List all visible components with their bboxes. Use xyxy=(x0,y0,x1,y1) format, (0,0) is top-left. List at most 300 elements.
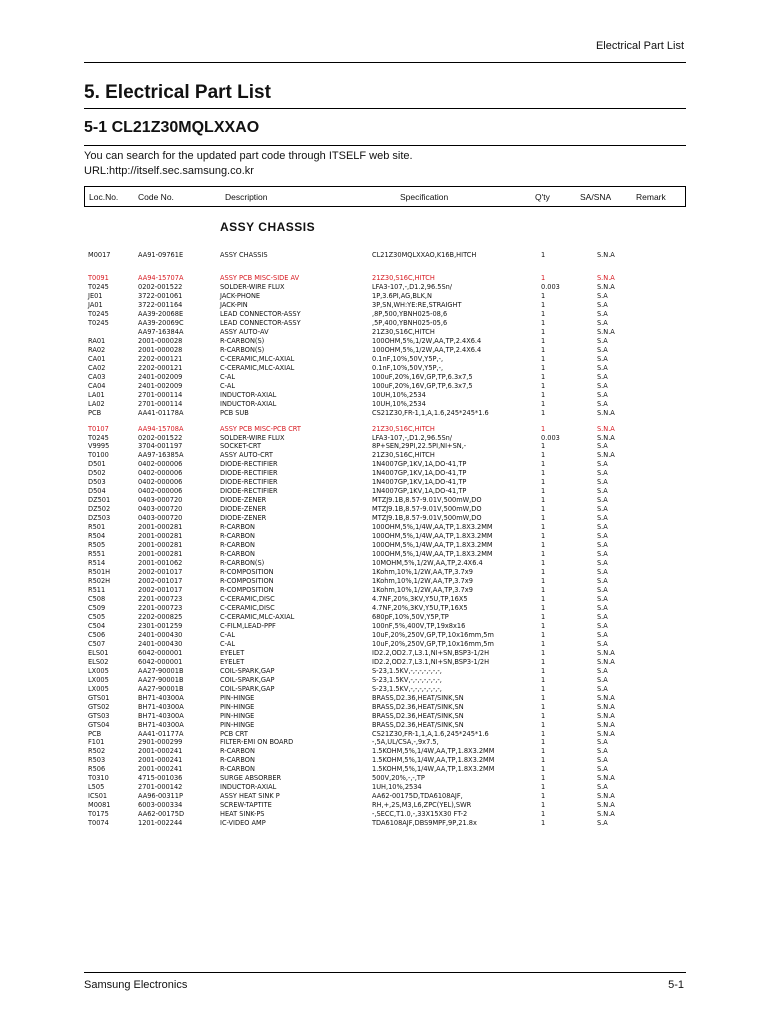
cell-sa: S.N.A xyxy=(597,711,615,720)
cell-code: 2001-000241 xyxy=(138,756,183,765)
cell-sa: S.N.A xyxy=(597,801,615,810)
cell-code: 2202-000825 xyxy=(138,612,183,621)
table-row xyxy=(88,747,688,756)
table-row xyxy=(88,676,688,685)
cell-loc: D504 xyxy=(88,487,106,496)
table-row xyxy=(88,346,688,355)
cell-sa: S.N.A xyxy=(597,424,615,433)
table-row xyxy=(88,442,688,451)
cell-spec: 1Kohm,10%,1/2W,AA,TP,3.7x9 xyxy=(372,568,473,576)
cell-desc: DIODE-RECTIFIER xyxy=(220,487,278,496)
cell-sa: S.N.A xyxy=(597,648,615,657)
col-sa: SA/SNA xyxy=(580,192,612,202)
cell-qty: 1 xyxy=(541,630,546,639)
cell-qty: 1 xyxy=(541,550,546,559)
table-row xyxy=(88,310,688,319)
cell-sa: S.A xyxy=(597,747,608,756)
table-row xyxy=(88,703,688,712)
cell-spec: 100OHM,5%,1/4W,AA,TP,1.8X3.2MM xyxy=(372,532,493,541)
cell-loc: CA02 xyxy=(88,363,106,372)
cell-loc: R505 xyxy=(88,541,106,550)
cell-code: AA96-00311P xyxy=(138,792,183,801)
cell-spec: CS21Z30,FR-1,1,A,1.6,245*245*1.6 xyxy=(372,729,489,738)
cell-sa: S.A xyxy=(597,630,608,639)
cell-code: 3722-001061 xyxy=(138,291,183,300)
table-row xyxy=(88,801,688,810)
cell-spec: ID2.2,OD2.7,L3.1,NI+SN,BSP3-1/2H xyxy=(372,648,490,657)
cell-sa: S.A xyxy=(597,532,608,541)
cell-code: 2001-000241 xyxy=(138,747,183,756)
table-row xyxy=(88,274,688,283)
cell-desc: COIL-SPARK,GAP xyxy=(220,666,275,675)
cell-desc: SOCKET-CRT xyxy=(220,442,262,451)
cell-sa: S.A xyxy=(597,460,608,469)
cell-desc: IC-VIDEO AMP xyxy=(220,819,266,828)
cell-sa: S.A xyxy=(597,363,608,372)
cell-loc: DZ502 xyxy=(88,505,111,514)
cell-loc: R551 xyxy=(88,550,106,559)
cell-sa: S.A xyxy=(597,612,608,621)
cell-code: 0202-001522 xyxy=(138,433,183,442)
cell-desc: R-CARBON xyxy=(220,541,255,550)
cell-spec: 100OHM,5%,1/2W,AA,TP,2.4X6.4 xyxy=(372,345,482,354)
cell-desc: R-COMPOSITION xyxy=(220,586,274,594)
table-row xyxy=(88,586,688,595)
cell-loc: R501 xyxy=(88,523,106,532)
cell-loc: L505 xyxy=(88,783,105,792)
cell-desc: COIL-SPARK,GAP xyxy=(220,684,275,693)
cell-code: 0202-001522 xyxy=(138,282,183,291)
cell-code: 2001-000028 xyxy=(138,336,183,345)
cell-code: 2001-000241 xyxy=(138,765,183,774)
table-row xyxy=(88,434,688,443)
cell-qty: 1 xyxy=(541,381,546,390)
cell-loc: JA01 xyxy=(88,300,103,309)
table-row xyxy=(88,541,688,550)
table-row xyxy=(88,604,688,613)
cell-loc: T0107 xyxy=(88,424,109,433)
cell-desc: ASSY PCB MISC-PCB CRT xyxy=(220,424,301,433)
cell-qty: 1 xyxy=(541,309,546,318)
cell-spec: BRASS,D2.36,HEAT/SINK,SN xyxy=(372,720,464,729)
cell-qty: 1 xyxy=(541,451,546,460)
cell-sa: S.A xyxy=(597,675,608,684)
table-row xyxy=(88,328,688,337)
cell-code: 2701-000114 xyxy=(138,390,183,399)
cell-loc: DZ501 xyxy=(88,496,111,505)
cell-loc: R502H xyxy=(88,577,111,585)
cell-desc: R-CARBON xyxy=(220,523,255,532)
cell-code: 2001-000281 xyxy=(138,532,183,541)
cell-loc: T0100 xyxy=(88,451,109,460)
cell-spec: 100nF,5%,400V,TP,19x8x16 xyxy=(372,621,466,630)
cell-qty: 0.003 xyxy=(541,282,560,291)
header-rule xyxy=(84,62,686,63)
cell-qty: 1 xyxy=(541,675,546,684)
cell-qty: 1 xyxy=(541,702,546,711)
cell-spec: S-23,1.5KV,-,-,-,-,-,-,-, xyxy=(372,675,442,684)
cell-loc: T0074 xyxy=(88,819,109,828)
cell-loc: R504 xyxy=(88,532,106,541)
table-row xyxy=(88,382,688,391)
cell-code: AA41-01177A xyxy=(138,729,184,738)
cell-loc: GTS02 xyxy=(88,702,110,711)
cell-sa: S.N.A xyxy=(597,282,615,291)
cell-desc: R-CARBON(S) xyxy=(220,559,265,567)
cell-code: 2401-002009 xyxy=(138,372,183,381)
cell-loc: C508 xyxy=(88,594,106,603)
cell-code: 2901-000299 xyxy=(138,738,183,747)
cell-spec: 1Kohm,10%,1/2W,AA,TP,3.7x9 xyxy=(372,586,473,594)
cell-loc: CA03 xyxy=(88,372,106,381)
cell-qty: 1 xyxy=(541,801,546,810)
cell-sa: S.A xyxy=(597,594,608,603)
cell-spec: ID2.2,OD2.7,L3.1,NI+SN,BSP3-1/2H xyxy=(372,657,490,666)
table-row xyxy=(88,319,688,328)
cell-loc: T0245 xyxy=(88,282,109,291)
cell-code: AA27-90001B xyxy=(138,684,184,693)
footer-page-number: 5-1 xyxy=(668,979,684,991)
cell-desc: DIODE-RECTIFIER xyxy=(220,469,278,478)
table-row xyxy=(88,810,688,819)
cell-qty: 1 xyxy=(541,621,546,630)
table-row xyxy=(88,532,688,541)
table-row xyxy=(88,595,688,604)
cell-code: 0403-000720 xyxy=(138,514,183,523)
cell-sa: S.A xyxy=(597,505,608,514)
cell-loc: GTS03 xyxy=(88,711,110,720)
cell-code: 2001-000281 xyxy=(138,541,183,550)
cell-spec: BRASS,D2.36,HEAT/SINK,SN xyxy=(372,711,464,720)
cell-spec: 1.5KOHM,5%,1/4W,AA,TP,1.8X3.2MM xyxy=(372,747,495,756)
cell-qty: 1 xyxy=(541,390,546,399)
cell-code: 2301-001259 xyxy=(138,621,183,630)
cell-sa: S.A xyxy=(597,756,608,765)
cell-loc: LX005 xyxy=(88,675,109,684)
table-row xyxy=(88,460,688,469)
table-row xyxy=(88,649,688,658)
cell-spec: RH,+,2S,M3,L6,ZPC(YEL),SWR xyxy=(372,801,472,810)
cell-code: 2002-001017 xyxy=(138,568,183,576)
table-row xyxy=(88,667,688,676)
cell-sa: S.A xyxy=(597,478,608,487)
table-row xyxy=(88,523,688,532)
cell-sa: S.N.A xyxy=(597,774,615,783)
table-row xyxy=(88,355,688,364)
cell-qty: 1 xyxy=(541,523,546,532)
cell-code: 2201-000723 xyxy=(138,594,183,603)
cell-loc: LX005 xyxy=(88,666,109,675)
table-row xyxy=(88,337,688,346)
cell-desc: SOLDER-WIRE FLUX xyxy=(220,282,285,291)
cell-sa: S.A xyxy=(597,586,608,594)
table-row xyxy=(88,685,688,694)
table-row xyxy=(88,658,688,667)
table-row xyxy=(88,738,688,747)
cell-loc: T0091 xyxy=(88,274,109,282)
col-code: Code No. xyxy=(138,192,174,202)
running-header: Electrical Part List xyxy=(595,40,684,52)
cell-code: AA62-00175D xyxy=(138,810,185,819)
cell-desc: COIL-SPARK,GAP xyxy=(220,675,275,684)
table-row xyxy=(88,721,688,730)
cell-qty: 1 xyxy=(541,408,546,417)
cell-qty: 1 xyxy=(541,639,546,648)
cell-loc: ELS02 xyxy=(88,657,109,666)
cell-qty: 1 xyxy=(541,568,546,576)
cell-loc: R511 xyxy=(88,586,106,594)
cell-qty: 1 xyxy=(541,345,546,354)
cell-desc: ASSY AUTO-CRT xyxy=(220,451,273,460)
cell-qty: 1 xyxy=(541,532,546,541)
cell-code: 3704-001197 xyxy=(138,442,183,451)
cell-sa: S.A xyxy=(597,300,608,309)
cell-desc: SURGE ABSORBER xyxy=(220,774,282,783)
cell-code: 0402-000006 xyxy=(138,460,183,469)
table-row xyxy=(88,301,688,310)
cell-qty: 1 xyxy=(541,487,546,496)
cell-qty: 1 xyxy=(541,594,546,603)
cell-spec: 1P,3.6PI,AG,BLK,N xyxy=(372,291,432,300)
cell-sa: S.N.A xyxy=(597,433,615,442)
cell-spec: MTZJ9.1B,8.57-9.01V,500mW,DO xyxy=(372,514,482,523)
table-row xyxy=(88,514,688,523)
cell-sa: S.A xyxy=(597,372,608,381)
col-loc: Loc.No. xyxy=(89,192,119,202)
cell-sa: S.N.A xyxy=(597,408,615,417)
cell-spec: 1N4007GP,1KV,1A,DO-41,TP xyxy=(372,469,467,478)
cell-desc: PIN-HINGE xyxy=(220,702,255,711)
cell-spec: 100OHM,5%,1/4W,AA,TP,1.8X3.2MM xyxy=(372,541,493,550)
note-line-2: URL:http://itself.sec.samsung.co.kr xyxy=(84,165,254,177)
cell-spec: 1.5KOHM,5%,1/4W,AA,TP,1.8X3.2MM xyxy=(372,756,495,765)
cell-sa: S.A xyxy=(597,523,608,532)
table-row xyxy=(88,425,688,434)
cell-loc: LA01 xyxy=(88,390,105,399)
cell-desc: R-CARBON xyxy=(220,550,255,559)
cell-code: AA94-15707A xyxy=(138,274,184,282)
cell-qty: 1 xyxy=(541,559,546,567)
cell-sa: S.N.A xyxy=(597,327,615,336)
cell-spec: 0.1nF,10%,50V,Y5P,-, xyxy=(372,354,444,363)
cell-loc: C505 xyxy=(88,612,106,621)
cell-desc: PIN-HINGE xyxy=(220,711,255,720)
cell-loc: LA02 xyxy=(88,399,105,408)
cell-desc: PCB CRT xyxy=(220,729,248,738)
cell-spec: 8P+SEN,29PI,22.5PI,NI+SN,- xyxy=(372,442,467,451)
cell-qty: 1 xyxy=(541,274,546,282)
cell-code: AA94-15708A xyxy=(138,424,184,433)
cell-loc: C509 xyxy=(88,603,106,612)
table-row xyxy=(88,391,688,400)
cell-sa: S.A xyxy=(597,399,608,408)
cell-sa: S.N.A xyxy=(597,274,615,282)
cell-sa: S.A xyxy=(597,559,608,567)
table-row xyxy=(88,577,688,586)
table-row xyxy=(88,559,688,568)
cell-sa: S.A xyxy=(597,514,608,523)
cell-desc: C-AL xyxy=(220,639,236,648)
table-row xyxy=(88,792,688,801)
cell-code: 0402-000006 xyxy=(138,487,183,496)
cell-loc: GTS04 xyxy=(88,720,110,729)
cell-qty: 1 xyxy=(541,603,546,612)
cell-qty: 1 xyxy=(541,541,546,550)
cell-sa: S.A xyxy=(597,318,608,327)
cell-sa: S.A xyxy=(597,487,608,496)
cell-desc: C-CERAMIC,MLC-AXIAL xyxy=(220,363,295,372)
cell-spec: 10uF,20%,250V,GP,TP,10x16mm,5m xyxy=(372,639,494,648)
cell-sa: S.A xyxy=(597,819,608,828)
cell-code: 1201-002244 xyxy=(138,819,183,828)
table-row xyxy=(88,478,688,487)
cell-spec: 100OHM,5%,1/2W,AA,TP,2.4X6.4 xyxy=(372,336,482,345)
cell-spec: 100uF,20%,16V,GP,TP,6.3x7,5 xyxy=(372,372,473,381)
cell-desc: SOLDER-WIRE FLUX xyxy=(220,433,285,442)
cell-qty: 1 xyxy=(541,496,546,505)
cell-qty: 1 xyxy=(541,505,546,514)
cell-loc: T0245 xyxy=(88,433,109,442)
cell-sa: S.A xyxy=(597,442,608,451)
table-row xyxy=(88,694,688,703)
cell-sa: S.A xyxy=(597,666,608,675)
cell-qty: 1 xyxy=(541,756,546,765)
cell-sa: S.N.A xyxy=(597,657,615,666)
cell-desc: C-CERAMIC,MLC-AXIAL xyxy=(220,354,295,363)
cell-code: 2001-000281 xyxy=(138,550,183,559)
cell-qty: 1 xyxy=(541,738,546,747)
cell-sa: S.A xyxy=(597,345,608,354)
cell-loc: M0081 xyxy=(88,801,111,810)
cell-code: AA97-16385A xyxy=(138,451,184,460)
cell-loc: M0017 xyxy=(88,251,111,259)
cell-spec: AA62-00175D,TDA6108AJF, xyxy=(372,792,463,801)
cell-sa: S.N.A xyxy=(597,729,615,738)
cell-sa: S.A xyxy=(597,783,608,792)
cell-loc: T0175 xyxy=(88,810,109,819)
cell-code: 2202-000121 xyxy=(138,363,183,372)
cell-code: BH71-40300A xyxy=(138,693,184,702)
cell-qty: 1 xyxy=(541,586,546,594)
col-remark: Remark xyxy=(636,192,666,202)
cell-loc: GTS01 xyxy=(88,693,110,702)
cell-spec: S-23,1.5KV,-,-,-,-,-,-,-, xyxy=(372,666,442,675)
cell-spec: S-23,1.5KV,-,-,-,-,-,-,-, xyxy=(372,684,442,693)
cell-desc: EYELET xyxy=(220,648,245,657)
cell-desc: INDUCTOR-AXIAL xyxy=(220,390,277,399)
cell-desc: DIODE-ZENER xyxy=(220,505,267,514)
cell-sa: S.N.A xyxy=(597,451,615,460)
cell-desc: R-COMPOSITION xyxy=(220,577,274,585)
cell-qty: 1 xyxy=(541,612,546,621)
cell-code: 2201-000723 xyxy=(138,603,183,612)
cell-code: AA39-20069C xyxy=(138,318,184,327)
cell-desc: PIN-HINGE xyxy=(220,693,255,702)
cell-sa: S.A xyxy=(597,639,608,648)
col-qty: Q'ty xyxy=(535,192,550,202)
cell-spec: 1N4007GP,1KV,1A,DO-41,TP xyxy=(372,478,467,487)
cell-desc: DIODE-RECTIFIER xyxy=(220,478,278,487)
cell-loc: C507 xyxy=(88,639,106,648)
cell-qty: 1 xyxy=(541,336,546,345)
col-desc: Description xyxy=(225,192,268,202)
table-row xyxy=(88,505,688,514)
table-row xyxy=(88,409,688,418)
cell-qty: 1 xyxy=(541,720,546,729)
cell-sa: S.A xyxy=(597,336,608,345)
cell-loc: R514 xyxy=(88,559,106,567)
cell-loc: R503 xyxy=(88,756,106,765)
cell-sa: S.A xyxy=(597,541,608,550)
table-row xyxy=(88,613,688,622)
cell-loc: D503 xyxy=(88,478,106,487)
cell-code: AA39-20068E xyxy=(138,309,184,318)
cell-desc: C-FILM,LEAD-PPF xyxy=(220,621,276,630)
cell-spec: 21Z30,S16C,HITCH xyxy=(372,451,435,460)
cell-code: 2202-000121 xyxy=(138,354,183,363)
cell-qty: 1 xyxy=(541,327,546,336)
cell-desc: INDUCTOR-AXIAL xyxy=(220,399,277,408)
cell-qty: 1 xyxy=(541,399,546,408)
page-title: 5. Electrical Part List xyxy=(84,82,271,103)
cell-sa: S.A xyxy=(597,765,608,774)
cell-sa: S.A xyxy=(597,621,608,630)
cell-qty: 1 xyxy=(541,442,546,451)
cell-sa: S.A xyxy=(597,354,608,363)
cell-loc: T0245 xyxy=(88,318,109,327)
cell-qty: 1 xyxy=(541,747,546,756)
cell-qty: 1 xyxy=(541,693,546,702)
table-row xyxy=(88,765,688,774)
cell-loc: JE01 xyxy=(88,291,103,300)
table-row xyxy=(88,469,688,478)
cell-qty: 1 xyxy=(541,424,546,433)
table-row xyxy=(88,783,688,792)
cell-spec: 100OHM,5%,1/4W,AA,TP,1.8X3.2MM xyxy=(372,523,493,532)
cell-desc: INDUCTOR-AXIAL xyxy=(220,783,277,792)
cell-code: 2701-000114 xyxy=(138,399,183,408)
table-row xyxy=(88,622,688,631)
table-section-title: ASSY CHASSIS xyxy=(220,220,316,234)
cell-spec: ,8P,500,YBNH025-08,6 xyxy=(372,309,448,318)
cell-desc: C-CERAMIC,DISC xyxy=(220,594,275,603)
table-row xyxy=(88,251,688,260)
cell-loc: R506 xyxy=(88,765,106,774)
cell-sa: S.N.A xyxy=(597,792,615,801)
cell-code: BH71-40300A xyxy=(138,720,184,729)
cell-qty: 1 xyxy=(541,648,546,657)
cell-code: BH71-40300A xyxy=(138,702,184,711)
cell-spec: BRASS,D2.36,HEAT/SINK,SN xyxy=(372,702,464,711)
cell-sa: S.A xyxy=(597,390,608,399)
cell-spec: 0.1nF,10%,50V,Y5P,-, xyxy=(372,363,444,372)
cell-desc: R-CARBON xyxy=(220,747,255,756)
cell-spec: 10UH,10%,2534 xyxy=(372,399,426,408)
table-row xyxy=(88,283,688,292)
table-row xyxy=(88,292,688,301)
cell-loc: DZ503 xyxy=(88,514,111,523)
cell-loc: R501H xyxy=(88,568,111,576)
cell-desc: R-CARBON(S) xyxy=(220,345,265,354)
note-line-1: You can search for the updated part code through ITSELF web site. xyxy=(84,150,413,162)
cell-sa: S.A xyxy=(597,496,608,505)
cell-spec: 10MOHM,5%,1/2W,AA,TP,2.4X6.4 xyxy=(372,559,483,567)
cell-sa: S.A xyxy=(597,568,608,576)
cell-qty: 1 xyxy=(541,711,546,720)
cell-desc: FILTER-EMI ON BOARD xyxy=(220,738,294,747)
cell-qty: 1 xyxy=(541,666,546,675)
cell-loc: PCB xyxy=(88,729,102,738)
